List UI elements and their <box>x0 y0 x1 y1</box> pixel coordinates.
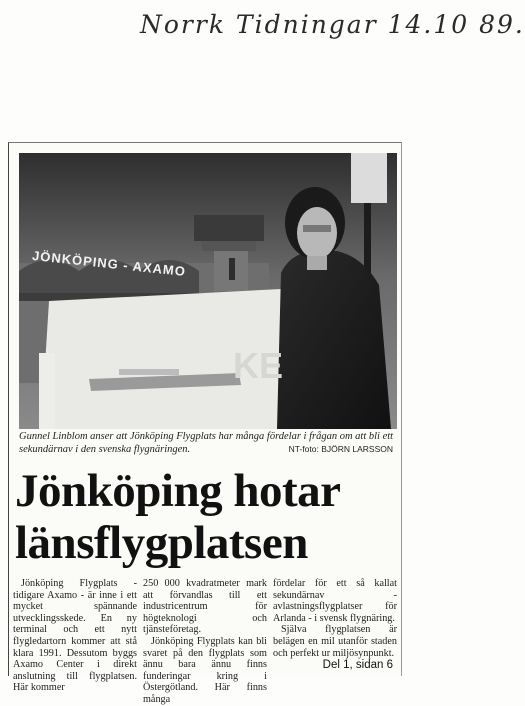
handwritten-note: Norrk Tidningar 14.10 89. <box>140 10 525 39</box>
paragraph: Jönköping Flygplats - tidigare Axamo - är inne i ett mycket spännande utvecklingsskede. En ny terminal och ett nytt flygledartorn kommer att stå klara 1991. Dessutom byggs Axamo Center i direkt anslutning till flygplatsen. Här kommer <box>13 578 137 694</box>
building-sign: JÖNKÖPING - AXAMO <box>31 248 187 280</box>
news-photo <box>19 153 397 429</box>
paragraph: fördelar för ett så kallat sekundärnav - avlastningsflygplatser för Arlanda - i svensk flygnäring. <box>273 578 397 624</box>
page-reference: Del 1, sidan 6 <box>322 659 393 671</box>
paragraph: 250 000 kvadratmeter mark att förvandlas till ett industricentrum för högteknologi och tjänsteföretag. <box>143 578 267 636</box>
headline-line-2: länsflygplatsen <box>15 517 308 569</box>
newspaper-clipping <box>8 142 402 705</box>
paragraph: Jönköping Flygplats kan bli svaret på den flygplats som ännu bara ännu finns funderingar kring i Östergötland. Här finns många <box>143 635 267 705</box>
photo-caption: Gunnel Linblom anser att Jönköping Flygplats har många fördelar i frågan om att bli ett sekundärnav i den svenska flygnäringen. <box>19 431 394 455</box>
sign-letters: KE <box>233 345 284 386</box>
paragraph: Själva flygplatsen är belägen en mil utanför staden och perfekt ur miljösynpunkt. <box>273 624 397 659</box>
headline-line-1: Jönköping hotar <box>15 465 341 517</box>
article-column-2 <box>143 578 267 705</box>
article-column-1 <box>13 578 137 694</box>
photo-illustration <box>19 153 397 429</box>
photo-credit: NT-foto: BJÖRN LARSSON <box>288 444 393 454</box>
